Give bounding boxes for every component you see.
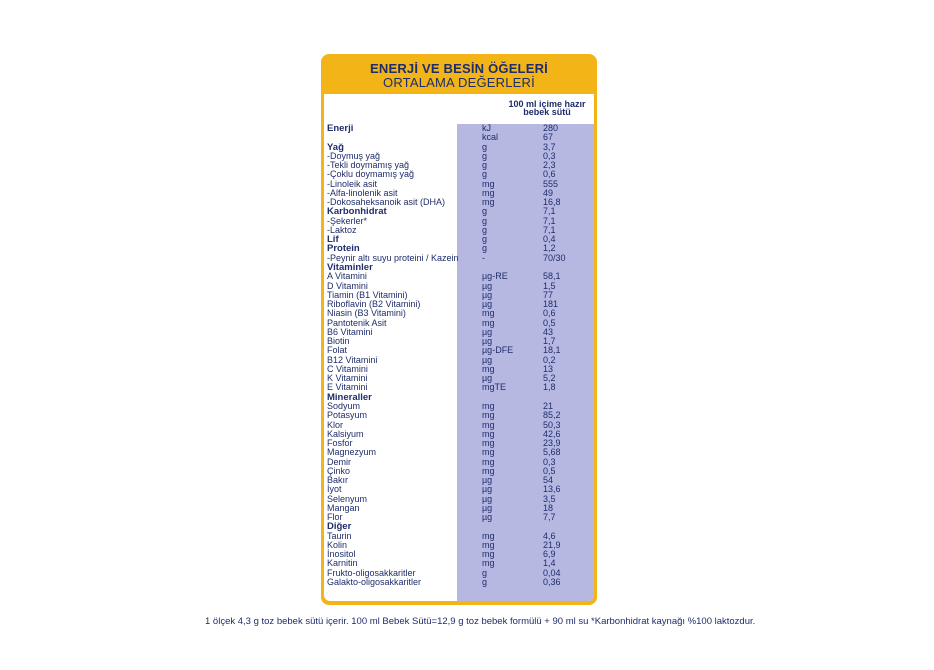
nutrient-name: Potasyum [327,410,368,421]
nutrient-name: D Vitamini [327,280,368,291]
nutrient-unit: mg [482,428,495,439]
nutrient-unit: g [482,150,488,161]
nutrient-unit: mg [482,465,495,476]
nutrient-unit: g [482,567,488,578]
nutrient-unit: µg-RE [482,271,508,282]
table-row [324,578,594,587]
nutrient-name: Protein [327,243,360,255]
nutrient-unit: g [482,160,488,171]
nutrient-value: 70/30 [543,252,566,263]
nutrient-value: 1,7 [543,336,556,347]
nutrient-name: E Vitamini [327,382,368,393]
nutrient-unit: g [482,577,488,588]
nutrition-panel [321,54,597,605]
nutrient-name: Çinko [327,465,351,476]
nutrient-unit: mg [482,363,495,374]
table-row [324,124,594,133]
nutrient-name: İyot [327,484,342,495]
nutrient-unit: mg [482,419,495,430]
nutrient-unit: mg [482,410,495,421]
nutrient-name: A Vitamini [327,271,367,282]
nutrient-value: 54 [543,475,554,486]
nutrient-name: Frukto-oligosakkaritler [327,567,416,578]
nutrient-value: 2,3 [543,160,556,171]
nutrient-unit: g [482,206,488,217]
nutrient-unit: mg [482,178,495,189]
nutrient-name: B12 Vitamini [327,354,378,365]
nutrient-name: Lif [327,234,339,246]
nutrient-value: 3,7 [543,141,556,152]
nutrient-unit: mg [482,308,495,319]
nutrient-unit: µg [482,484,493,495]
column-header-line1: 100 ml içime hazır [508,99,586,109]
nutrient-value: 21,9 [543,539,561,550]
nutrient-unit: mg [482,197,495,208]
nutrient-name: Demir [327,456,351,467]
nutrient-value: 1,5 [543,280,556,291]
nutrient-value: 1,8 [543,382,556,393]
nutrient-name: -Linoleik asit [327,178,378,189]
nutrient-name: K Vitamini [327,373,368,384]
nutrient-value: 6,9 [543,549,556,560]
nutrient-name: -Dokosaheksanoik asit (DHA) [327,197,446,208]
nutrient-name: Kalsiyum [327,428,364,439]
nutrient-value: 13,6 [543,484,561,495]
nutrient-name: Magnezyum [327,447,377,458]
table-row [324,393,594,402]
nutrient-value: 1,4 [543,558,556,569]
nutrient-value: 85,2 [543,410,561,421]
nutrient-name: Folat [327,345,348,356]
nutrient-value: 0,3 [543,456,556,467]
nutrient-name: Niasin (B3 Vitamini) [327,308,406,319]
nutrient-value: 4,6 [543,530,556,541]
nutrient-name: C Vitamini [327,363,368,374]
nutrient-unit: kcal [482,132,499,143]
nutrient-name: Karbonhidrat [327,206,387,218]
nutrient-unit: µg [482,280,493,291]
nutrient-unit: kJ [482,123,491,133]
nutrient-name: Flor [327,512,343,523]
table-rows [324,124,594,587]
nutrient-unit: µg [482,354,493,365]
nutrient-unit: g [482,224,488,235]
nutrient-value: 7,1 [543,224,556,235]
nutrient-unit: g [482,234,488,245]
nutrient-value: 58,1 [543,271,561,282]
nutrient-value: 0,3 [543,150,556,161]
nutrient-unit: µg [482,502,493,513]
nutrient-unit: mg [482,317,495,328]
nutrient-value: 0,5 [543,465,556,476]
nutrient-value: 555 [543,178,559,189]
nutrient-unit: g [482,215,488,226]
nutrient-value: 5,2 [543,373,556,384]
nutrient-unit: µg [482,493,493,504]
nutrient-value: 42,6 [543,428,561,439]
nutrient-name: -Laktoz [327,224,357,235]
nutrient-name: Yağ [327,141,344,153]
nutrient-name: Fosfor [327,438,353,449]
nutrient-unit: mg [482,447,495,458]
nutrient-value: 49 [543,187,554,198]
nutrient-value: 77 [543,289,554,300]
nutrient-unit: mg [482,539,495,550]
nutrient-unit: g [482,169,488,180]
nutrient-value: 280 [543,123,559,133]
nutrient-value: 0,4 [543,234,556,245]
nutrient-value: 0,6 [543,308,556,319]
nutrient-unit: µg [482,336,493,347]
nutrient-value: 13 [543,363,554,374]
nutrition-table [324,94,594,601]
nutrient-name: -Şekerler* [327,215,368,226]
nutrient-name: Bakır [327,475,349,486]
nutrient-value: 5,68 [543,447,561,458]
nutrient-value: 0,5 [543,317,556,328]
nutrient-value: 0,36 [543,577,561,588]
nutrient-name: Selenyum [327,493,368,504]
nutrient-unit: µg [482,289,493,300]
nutrient-name: Taurin [327,530,352,541]
nutrient-name: Pantotenik Asit [327,317,387,328]
nutrient-name: Enerji [327,123,354,134]
nutrient-name: -Peynir altı suyu proteini / Kazein [327,252,459,263]
nutrient-value: 0,2 [543,354,556,365]
nutrient-unit: mgTE [482,382,507,393]
nutrient-unit: µg [482,475,493,486]
footnote: 1 ölçek 4,3 g toz bebek sütü içerir. 100 ml Bebek Sütü=12,9 g toz bebek formülü + 90 ml su *Karbonhidrat kaynağı %100 laktozdur. [205,616,756,627]
nutrient-name: Riboflavin (B2 Vitamini) [327,299,421,310]
nutrient-value: 7,1 [543,206,556,217]
nutrient-value: 3,5 [543,493,556,504]
nutrient-unit: µg [482,373,493,384]
nutrient-unit: g [482,141,488,152]
nutrient-name: Vitaminler [327,261,373,273]
nutrient-value: 23,9 [543,438,561,449]
nutrient-unit: mg [482,187,495,198]
nutrient-unit: µg [482,299,493,310]
nutrient-name: -Doymuş yağ [327,150,381,161]
nutrient-unit: - [482,252,485,263]
nutrient-name: Biotin [327,336,350,347]
nutrient-unit: mg [482,549,495,560]
nutrient-value: 16,8 [543,197,561,208]
nutrient-name: Sodyum [327,400,361,411]
panel-subtitle: ORTALAMA DEĞERLERİ [383,75,535,90]
nutrient-value: 0,04 [543,567,561,578]
nutrient-unit: mg [482,530,495,541]
nutrient-unit: mg [482,438,495,449]
table-row [324,467,594,476]
nutrient-name: Klor [327,419,344,430]
nutrient-value: 7,1 [543,215,556,226]
nutrient-name: Galakto-oligosakkaritler [327,577,422,588]
nutrient-unit: mg [482,456,495,467]
nutrient-value: 43 [543,326,554,337]
column-header-line2: bebek sütü [523,107,571,117]
nutrient-name: Mangan [327,502,360,513]
nutrient-value: 1,2 [543,243,556,254]
panel-title: ENERJİ VE BESİN ÖĞELERİ [370,61,548,76]
nutrient-name: Tiamin (B1 Vitamini) [327,289,408,300]
nutrient-name: İnositol [327,549,356,560]
nutrient-name: -Alfa-linolenik asit [327,187,398,198]
nutrient-value: 18 [543,502,554,513]
nutrient-name: B6 Vitamini [327,326,373,337]
table-row [324,513,594,522]
nutrient-value: 7,7 [543,512,556,523]
nutrient-name: Kolin [327,539,348,550]
nutrient-name: Diğer [327,521,352,533]
nutrient-unit: µg-DFE [482,345,514,356]
nutrient-name: Karnitin [327,558,358,569]
nutrient-unit: mg [482,400,495,411]
nutrient-value: 50,3 [543,419,561,430]
table-row [324,495,594,504]
nutrient-value: 67 [543,132,554,143]
nutrient-name: -Çoklu doymamış yağ [327,169,415,180]
nutrient-value: 181 [543,299,559,310]
nutrient-value: 21 [543,400,554,411]
nutrient-value: 18,1 [543,345,561,356]
column-header [507,100,587,116]
nutrient-name: Mineraller [327,391,372,403]
nutrient-unit: µg [482,512,493,523]
nutrient-unit: µg [482,326,493,337]
nutrient-name: -Tekli doymamış yağ [327,160,410,171]
nutrient-value: 0,6 [543,169,556,180]
nutrient-unit: mg [482,558,495,569]
panel-header [321,54,597,98]
nutrient-unit: g [482,243,488,254]
